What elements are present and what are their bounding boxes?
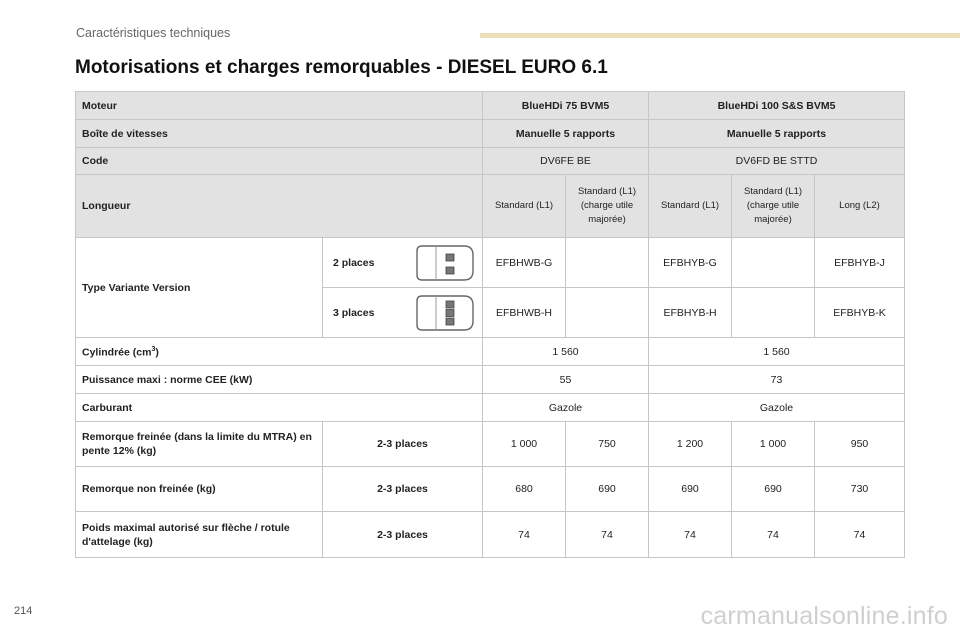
version-2p-2	[566, 238, 649, 288]
remorque-non-freinee-4: 690	[732, 467, 815, 512]
longueur-4: Standard (L1) (charge utile majorée)	[732, 175, 815, 238]
poids-fleche-places: 2-3 places	[323, 512, 483, 558]
code-v1: DV6FE BE	[483, 148, 649, 175]
label-carburant: Carburant	[76, 394, 483, 422]
code-v2: DV6FD BE STTD	[649, 148, 905, 175]
moteur-100: BlueHDi 100 S&S BVM5	[649, 92, 905, 120]
page-number: 214	[14, 605, 33, 617]
version-3p-5: EFBHYB-K	[815, 288, 905, 338]
cylindree-v1: 1 560	[483, 338, 649, 366]
moteur-75: BlueHDi 75 BVM5	[483, 92, 649, 120]
carburant-v2: Gazole	[649, 394, 905, 422]
section-divider-bar	[480, 33, 960, 38]
row-version-2-places	[76, 238, 905, 288]
remorque-freinee-1: 1 000	[483, 422, 566, 467]
label-code: Code	[76, 148, 483, 175]
longueur-1: Standard (L1)	[483, 175, 566, 238]
row-cylindree	[76, 338, 905, 366]
row-code	[76, 148, 905, 175]
remorque-non-freinee-3: 690	[649, 467, 732, 512]
places-2-cell	[323, 238, 483, 288]
remorque-non-freinee-1: 680	[483, 467, 566, 512]
poids-fleche-4: 74	[732, 512, 815, 558]
label-cylindree: Cylindrée $(cm^3)$	[76, 338, 483, 366]
row-moteur	[76, 92, 905, 120]
version-3p-4	[732, 288, 815, 338]
section-title: Caractéristiques techniques	[76, 26, 231, 40]
page-title: Motorisations et charges remorquables - DIESEL EURO 6.1	[75, 57, 608, 78]
row-poids-fleche	[76, 512, 905, 558]
row-remorque-non-freinee	[76, 467, 905, 512]
remorque-non-freinee-2: 690	[566, 467, 649, 512]
version-3p-3: EFBHYB-H	[649, 288, 732, 338]
version-2p-4	[732, 238, 815, 288]
row-puissance	[76, 366, 905, 394]
remorque-freinee-places: 2-3 places	[323, 422, 483, 467]
version-3p-2	[566, 288, 649, 338]
poids-fleche-3: 74	[649, 512, 732, 558]
label-version: Type Variante Version	[76, 238, 323, 338]
cylindree-superscript: 3	[151, 346, 156, 354]
row-remorque-freinee	[76, 422, 905, 467]
van-3-seats-icon	[414, 293, 476, 333]
label-boite: Boîte de vitesses	[76, 120, 483, 148]
poids-fleche-1: 74	[483, 512, 566, 558]
remorque-freinee-4: 1 000	[732, 422, 815, 467]
poids-fleche-5: 74	[815, 512, 905, 558]
remorque-freinee-5: 950	[815, 422, 905, 467]
puissance-v1: 55	[483, 366, 649, 394]
remorque-freinee-3: 1 200	[649, 422, 732, 467]
remorque-non-freinee-5: 730	[815, 467, 905, 512]
label-poids-fleche: Poids maximal autorisé sur flèche / rotule d'attelage (kg)	[76, 512, 323, 558]
version-3p-1: EFBHWB-H	[483, 288, 566, 338]
remorque-freinee-2: 750	[566, 422, 649, 467]
van-2-seats-icon	[414, 243, 476, 283]
places-2-label: 2 places	[333, 256, 375, 269]
row-carburant	[76, 394, 905, 422]
boite-v1: Manuelle 5 rapports	[483, 120, 649, 148]
places-3-cell	[323, 288, 483, 338]
label-moteur: Moteur	[76, 92, 483, 120]
cylindree-v2: 1 560	[649, 338, 905, 366]
row-longueur	[76, 175, 905, 238]
label-remorque-non-freinee: Remorque non freinée (kg)	[76, 467, 323, 512]
longueur-2: Standard (L1) (charge utile majorée)	[566, 175, 649, 238]
poids-fleche-2: 74	[566, 512, 649, 558]
carburant-v1: Gazole	[483, 394, 649, 422]
label-longueur: Longueur	[76, 175, 483, 238]
places-3-label: 3 places	[333, 306, 375, 319]
version-2p-5: EFBHYB-J	[815, 238, 905, 288]
engine-spec-table	[75, 91, 905, 558]
longueur-5: Long (L2)	[815, 175, 905, 238]
version-2p-3: EFBHYB-G	[649, 238, 732, 288]
longueur-3: Standard (L1)	[649, 175, 732, 238]
remorque-non-freinee-places: 2-3 places	[323, 467, 483, 512]
label-remorque-freinee: Remorque freinée (dans la limite du MTRA) en pente 12% (kg)	[76, 422, 323, 467]
label-puissance: Puissance maxi : norme CEE (kW)	[76, 366, 483, 394]
boite-v2: Manuelle 5 rapports	[649, 120, 905, 148]
row-boite	[76, 120, 905, 148]
watermark[interactable]: carmanualsonline.info	[700, 602, 948, 630]
version-2p-1: EFBHWB-G	[483, 238, 566, 288]
puissance-v2: 73	[649, 366, 905, 394]
